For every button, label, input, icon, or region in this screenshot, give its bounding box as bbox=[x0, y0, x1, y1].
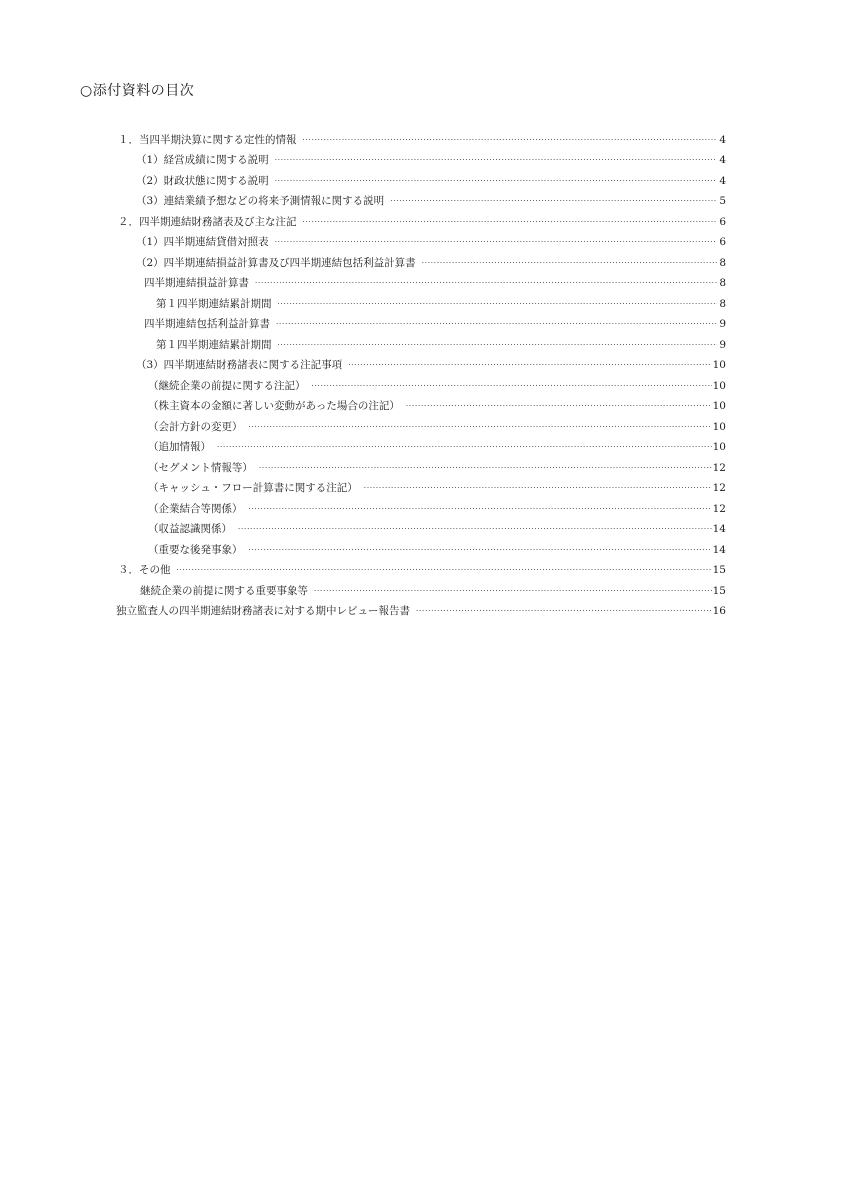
toc-entry-label: （収益認識関係） bbox=[148, 523, 232, 535]
toc-entry-label: （キャッシュ・フロー計算書に関する注記） bbox=[148, 482, 358, 494]
toc-entry bbox=[116, 249, 726, 270]
toc-page-number: 10 bbox=[712, 400, 726, 412]
toc-entry-label: （1）四半期連結貸借対照表 bbox=[136, 236, 269, 248]
toc-page-number: 10 bbox=[712, 441, 726, 453]
toc-entry-label: （3）連結業績予想などの将来予測情報に関する説明 bbox=[136, 195, 385, 207]
toc-dot-leader bbox=[275, 235, 717, 249]
toc-entry bbox=[116, 598, 726, 619]
toc-dot-leader bbox=[303, 133, 718, 147]
toc-page-number: 4 bbox=[719, 154, 726, 166]
toc-page-number: 5 bbox=[719, 195, 726, 207]
toc-dot-leader bbox=[249, 502, 712, 516]
toc-dot-leader bbox=[177, 563, 712, 577]
toc-entry bbox=[116, 167, 726, 188]
toc-entry bbox=[116, 557, 726, 578]
toc-page-number: 14 bbox=[712, 523, 726, 535]
toc-dot-leader bbox=[364, 481, 712, 495]
toc-dot-leader bbox=[217, 440, 712, 454]
toc-entry-label: （2）財政状態に関する説明 bbox=[136, 174, 269, 187]
toc-entry bbox=[116, 413, 726, 434]
toc-dot-leader bbox=[275, 174, 717, 188]
toc-dot-leader bbox=[348, 358, 711, 372]
toc-entry bbox=[116, 126, 726, 147]
toc-entry bbox=[116, 270, 726, 291]
toc-page-number: 8 bbox=[719, 277, 726, 289]
toc-entry-label: （株主資本の金額に著しい変動があった場合の注記） bbox=[148, 400, 400, 412]
toc-entry-label: 第１四半期連結累計期間 bbox=[156, 297, 272, 310]
toc-dot-leader bbox=[303, 215, 718, 229]
toc-dot-leader bbox=[314, 584, 712, 598]
toc-page-number: 9 bbox=[719, 318, 726, 330]
toc-dot-leader bbox=[238, 522, 712, 536]
toc-dot-leader bbox=[278, 338, 718, 352]
toc-dot-leader bbox=[275, 153, 717, 167]
toc-page-number: 15 bbox=[712, 584, 726, 597]
toc-page-number: 12 bbox=[712, 502, 726, 515]
toc-entry-label: （企業結合等関係） bbox=[148, 502, 243, 515]
table-of-contents bbox=[116, 126, 726, 618]
toc-entry-label: （セグメント情報等） bbox=[148, 461, 253, 474]
toc-entry-label: 四半期連結損益計算書 bbox=[144, 277, 249, 289]
toc-entry bbox=[116, 331, 726, 352]
toc-entry-label: （2）四半期連結損益計算書及び四半期連結包括利益計算書 bbox=[136, 256, 416, 269]
toc-entry-label: （追加情報） bbox=[148, 441, 211, 453]
toc-page-number: 9 bbox=[719, 338, 726, 351]
toc-dot-leader bbox=[249, 420, 712, 434]
toc-page-number: 10 bbox=[712, 359, 726, 371]
toc-entry-label: 第１四半期連結累計期間 bbox=[156, 338, 272, 351]
toc-entry bbox=[116, 290, 726, 311]
toc-entry bbox=[116, 495, 726, 516]
toc-dot-leader bbox=[249, 543, 712, 557]
toc-entry bbox=[116, 229, 726, 250]
toc-entry-label: 継続企業の前提に関する重要事象等 bbox=[140, 584, 308, 597]
toc-page-number: 12 bbox=[712, 482, 726, 494]
toc-page-number: 4 bbox=[719, 133, 726, 146]
toc-dot-leader bbox=[416, 604, 712, 618]
toc-entry-label: （会計方針の変更） bbox=[148, 420, 243, 433]
toc-dot-leader bbox=[422, 256, 717, 270]
toc-entry bbox=[116, 188, 726, 209]
toc-entry-label: 独立監査人の四半期連結財務諸表に対する期中レビュー報告書 bbox=[116, 605, 410, 617]
toc-page-number: 14 bbox=[712, 543, 726, 556]
toc-dot-leader bbox=[406, 399, 712, 413]
toc-entry-label: （継続企業の前提に関する注記） bbox=[148, 379, 306, 392]
document-title: ○添付資料の目次 bbox=[80, 83, 195, 99]
toc-entry-label: （重要な後発事象） bbox=[148, 543, 243, 556]
toc-page-number: 10 bbox=[712, 379, 726, 392]
toc-entry-label: ２．四半期連結財務諸表及び主な注記 bbox=[118, 215, 297, 228]
toc-entry bbox=[116, 516, 726, 537]
toc-page-number: 12 bbox=[712, 461, 726, 474]
toc-dot-leader bbox=[255, 276, 717, 290]
toc-dot-leader bbox=[259, 461, 712, 475]
toc-entry-label: （1）経営成績に関する説明 bbox=[136, 154, 269, 166]
toc-entry-label: （3）四半期連結財務諸表に関する注記事項 bbox=[136, 359, 343, 371]
toc-entry-label: ３．その他 bbox=[118, 564, 171, 576]
toc-entry bbox=[116, 577, 726, 598]
toc-entry-label: 四半期連結包括利益計算書 bbox=[144, 318, 270, 330]
toc-page-number: 8 bbox=[719, 297, 726, 310]
toc-page-number: 6 bbox=[719, 215, 726, 228]
toc-page-number: 8 bbox=[719, 256, 726, 269]
toc-entry bbox=[116, 372, 726, 393]
toc-page-number: 4 bbox=[719, 174, 726, 187]
toc-entry-label: １．当四半期決算に関する定性的情報 bbox=[118, 133, 297, 146]
toc-entry bbox=[116, 147, 726, 168]
toc-dot-leader bbox=[390, 194, 717, 208]
toc-entry bbox=[116, 434, 726, 455]
toc-dot-leader bbox=[278, 297, 718, 311]
toc-dot-leader bbox=[312, 379, 712, 393]
toc-entry bbox=[116, 393, 726, 414]
toc-entry bbox=[116, 311, 726, 332]
toc-entry bbox=[116, 536, 726, 557]
toc-page-number: 15 bbox=[712, 564, 726, 576]
toc-page-number: 16 bbox=[712, 605, 726, 617]
toc-entry bbox=[116, 475, 726, 496]
toc-page-number: 10 bbox=[712, 420, 726, 433]
toc-entry bbox=[116, 208, 726, 229]
toc-dot-leader bbox=[276, 317, 717, 331]
toc-entry bbox=[116, 352, 726, 373]
toc-page-number: 6 bbox=[719, 236, 726, 248]
toc-entry bbox=[116, 454, 726, 475]
